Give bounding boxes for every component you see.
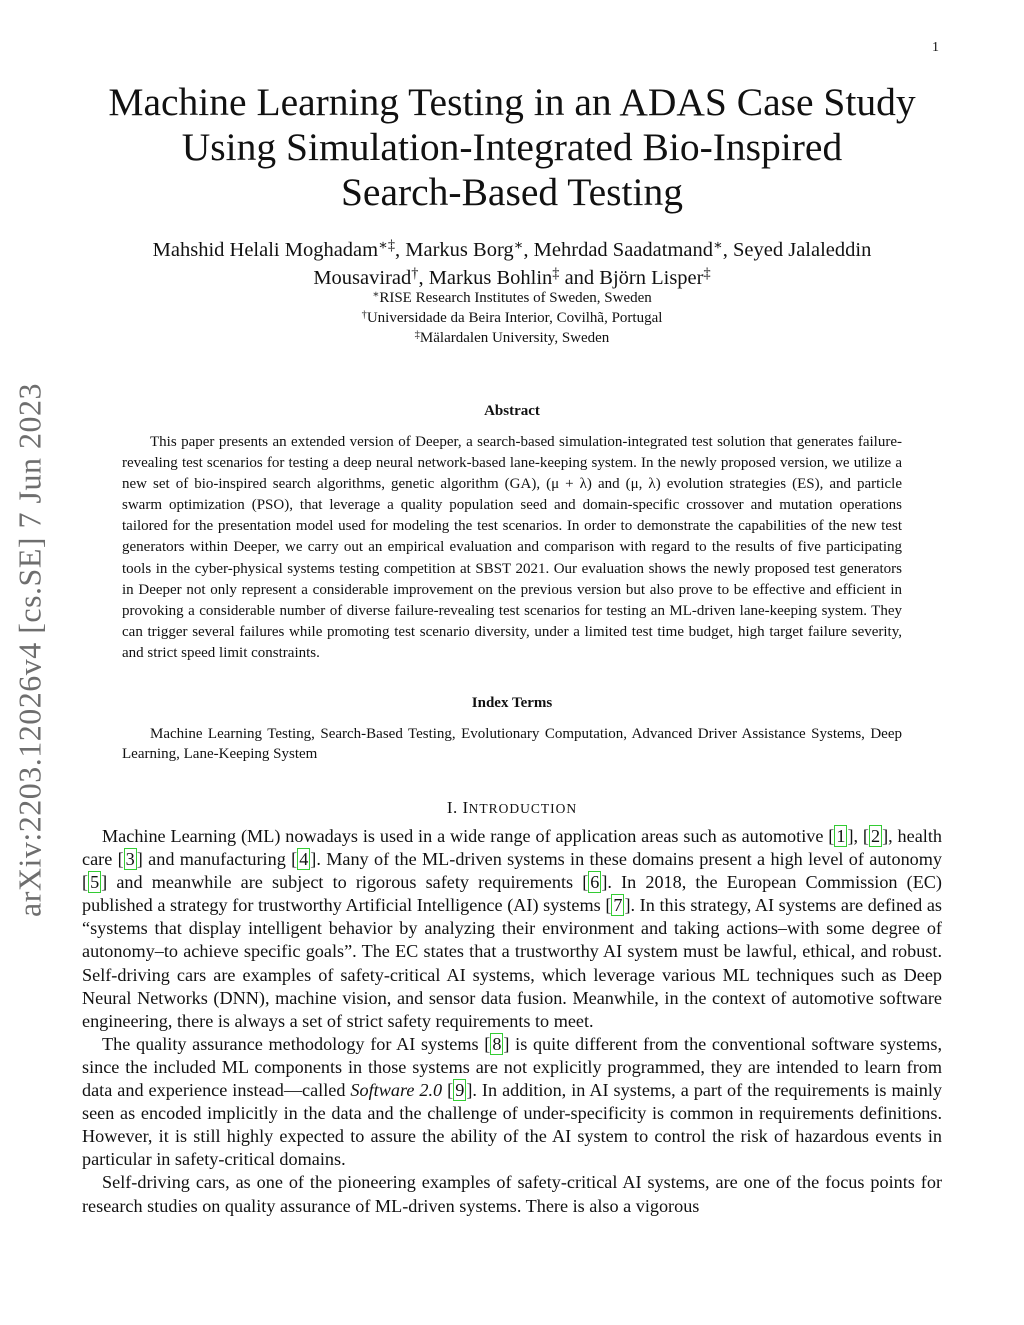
author-name: Mousavirad <box>313 267 412 289</box>
affiliation-mark: ‡ <box>552 265 560 282</box>
citation-link[interactable]: 6 <box>590 872 600 893</box>
affiliation <box>82 288 942 308</box>
text-run: . In this strategy, AI systems are defined as “systems that display intelligent behavior by analyzing their environment and taking actions–with some degree of autonomy–to achieve specific goals”. The EC states that a trustworthy AI system must be lawful, ethical, and robust. Self-driving cars are examples of safety-critical AI systems, which leverage various ML techniques such as Deep Neural Networks (DNN), machine vision, and sensor data fusion. Meanwhile, in the context of automotive software engineering, there is always a set of strict safety requirements to meet. <box>82 895 942 1031</box>
text-run: . Many of the ML-driven systems in these domains present a high level of autonomy <box>316 849 942 870</box>
author-list <box>82 236 942 292</box>
index-terms-text: Machine Learning Testing, Search-Based Testing, Evolutionary Computation, Advanced Driver Assistance Systems, Deep Learning, Lane-Keeping System <box>122 726 902 762</box>
abstract-heading: Abstract <box>484 403 540 419</box>
text-run: The quality assurance methodology for AI systems <box>102 1033 485 1054</box>
affiliation-text: RISE Research Institutes of Sweden, Sweden <box>379 290 652 306</box>
section-numeral: I. <box>446 798 458 817</box>
affiliation-mark: ∗ <box>713 237 723 254</box>
text-run: Machine Learning (ML) nowadays is used in a wide range of application areas such as automotive <box>102 826 829 846</box>
body-text <box>82 825 942 1218</box>
affiliation-mark: † <box>411 265 419 282</box>
text-run: is quite different from the conventional software systems, since the included ML components in those systems are not explicitly programmed, they are intended to learn from data and experience instead—called <box>82 1033 942 1101</box>
citation-link[interactable]: 4 <box>299 849 309 870</box>
affiliation <box>82 308 942 328</box>
affiliation-mark: ‡ <box>703 265 711 282</box>
text-run: . In 2018, the European Commission (EC) published a strategy for trustworthy Artificial Intelligence (AI) systems <box>82 872 942 916</box>
title-line-1: Machine Learning Testing in an ADAS Case Study <box>108 80 916 124</box>
affiliation-text: Mälardalen University, Sweden <box>419 330 610 346</box>
section-title-rest: NTRODUCTION <box>468 801 578 816</box>
arxiv-identifier[interactable]: arXiv:2203.12026v4 [cs.SE] 7 Jun 2023 <box>11 382 48 918</box>
affiliation-mark: † <box>361 309 367 321</box>
text-run: . In addition, in AI systems, a part of the requirements is mainly seen as encoded implicitly in the data and the challenge of under-specificity is common in requirements definitions. However, it is still highly expected to assure the ability of the AI system to control the risk of hazardous events in particular in safety-critical domains. <box>82 1080 942 1170</box>
affiliation <box>82 328 942 348</box>
paragraph: The quality assurance methodology for AI systems [ 8 ] is quite different from the conventional software systems, since the included ML components in those systems are not explicitly programmed, they are intended to learn from data and experience instead—called Software 2.0 [ 9 ]. In addition, in AI systems, a part of the requirements is mainly seen as encoded implicitly in the data and the challenge of under-specificity is common in requirements definitions. However, it is still highly expected to assure the ability of the AI system to control the risk of hazardous events in particular in safety-critical domains. <box>82 1033 942 1170</box>
citation-link[interactable]: 3 <box>125 849 135 870</box>
title-line-2: Using Simulation-Integrated Bio-Inspired <box>181 125 843 169</box>
paragraph: Self-driving cars, as one of the pioneering examples of safety-critical AI systems, are one of the focus points for research studies on quality assurance of ML-driven systems. There is also a vigorous <box>82 1172 942 1216</box>
index-terms-heading: Index Terms <box>471 695 553 711</box>
citation-link[interactable]: 9 <box>455 1080 465 1101</box>
paper-title <box>82 80 942 215</box>
section-heading <box>82 798 942 818</box>
affiliation-mark: ∗ <box>513 237 524 254</box>
text-run: , health care <box>82 826 942 870</box>
affiliation-text: Universidade da Beira Interior, Covilhã, Portugal <box>366 310 663 326</box>
paragraph: Machine Learning (ML) nowadays is used in a wide range of application areas such as automotive [ 1 ], [ 2 ], health care [ 3 ] and manufacturing [ 4 ]. Many of the ML-driven systems in these domains present a high level of autonomy [ 5 ] and meanwhile are subject to rigorous safety requirements [ 6 ]. In 2018, the European Commission (EC) published a strategy for trustworthy Artificial Intelligence (AI) systems [ 7 ]. In this strategy, AI systems are defined as “systems that display intelligent behavior by analyzing their environment and taking actions–with some degree of autonomy–to achieve specific goals”. The EC states that a trustworthy AI system must be lawful, ethical, and robust. Self-driving cars are examples of safety-critical AI systems, which leverage various ML techniques such as Deep Neural Networks (DNN), machine vision, and sensor data fusion. Meanwhile, in the context of automotive software engineering, there is always a set of strict safety requirements to meet. <box>82 826 942 1031</box>
affiliation-mark: ∗ <box>372 289 380 301</box>
section-title-initial: I <box>462 798 469 817</box>
text-run: , <box>853 826 863 846</box>
text-run <box>442 1080 447 1100</box>
abstract-text: This paper presents an extended version of Deeper, a search-based simulation-integrated test solution that generates failure-revealing test scenarios for testing a deep neural network-based lane-keeping system. In the newly proposed version, we utilize a new set of bio-inspired search algorithms, genetic algorithm (GA), (μ + λ) and (μ, λ) evolution strategies (ES), and particle swarm optimization (PSO), that leverage a quality population seed and domain-specific crossover and mutation operations tailored for the presentation model used for modeling the test scenarios. In order to demonstrate the capabilities of the new test generators within Deeper, we carry out an empirical evaluation and comparison with regard to the results of five participating tools in the cyber-physical systems testing competition at SBST 2021. Our evaluation shows the newly proposed test generators in Deeper not only represent a considerable improvement on the previous version but also prove to be effective and efficient in provoking a considerable number of diverse failure-revealing test scenarios for testing an ML-driven lane-keeping system. They can trigger several failures while promoting test scenario diversity, under a limited test time budget, high target failure severity, and strict speed limit constraints. <box>122 434 902 661</box>
text-run: and meanwhile are subject to rigorous safety requirements <box>107 872 583 893</box>
citation-link[interactable]: 2 <box>870 826 881 846</box>
text-run: and manufacturing <box>142 849 292 870</box>
author-name: and Björn Lisper <box>559 267 704 289</box>
affiliation-mark: ‡ <box>414 329 420 341</box>
title-line-3: Search-Based Testing <box>340 170 684 214</box>
author-name: Mahshid Helali Moghadam <box>152 239 379 261</box>
citation-link[interactable]: 7 <box>613 895 623 916</box>
author-name: , Mehrdad Saadatmand <box>523 239 713 261</box>
citation-link[interactable]: 5 <box>90 872 100 893</box>
emphasis-text: Software 2.0 <box>350 1080 443 1101</box>
author-name: , Seyed Jalaleddin <box>722 239 872 261</box>
author-name: , Markus Bohlin <box>418 267 553 289</box>
citation-link[interactable]: 8 <box>492 1033 502 1054</box>
citation-link[interactable]: 1 <box>836 826 846 846</box>
affiliation-mark: ∗‡ <box>378 237 396 254</box>
author-name: , Markus Borg <box>395 239 514 261</box>
page-number: 1 <box>932 40 939 55</box>
affiliations <box>82 288 942 348</box>
